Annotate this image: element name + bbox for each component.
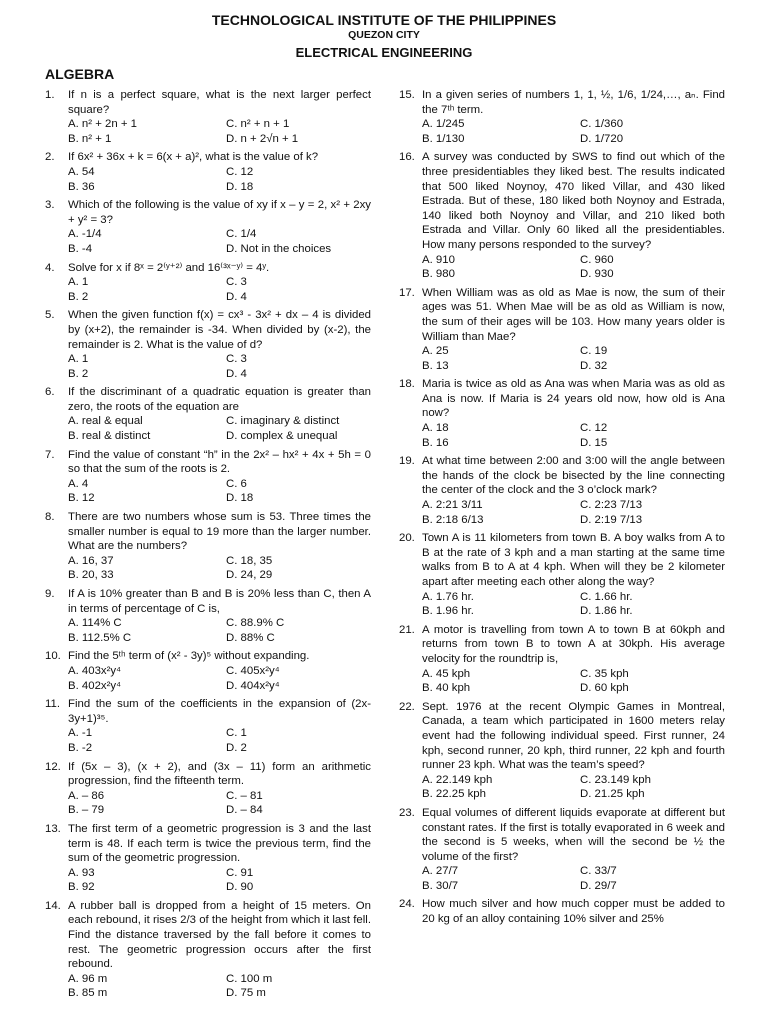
answer-choice: B. 85 m xyxy=(68,987,108,1000)
question-text: If the discriminant of a quadratic equation is greater than zero, the roots of the equation are xyxy=(68,386,371,413)
question-number: 24. xyxy=(399,898,415,911)
question-item xyxy=(399,286,725,374)
answer-choice: B. 13 xyxy=(422,359,449,372)
question-number: 14. xyxy=(45,899,61,912)
answer-choices xyxy=(422,421,725,450)
answer-choice: B. 30/7 xyxy=(422,879,459,892)
answer-choice: A. real & equal xyxy=(68,415,143,428)
answer-choices xyxy=(68,616,371,645)
question-text: Which of the following is the value of xy if x – y = 2, x² + 2xy + y² = 3? xyxy=(68,199,371,226)
question-text: If n is a perfect square, what is the next larger perfect square? xyxy=(68,89,371,116)
question-number: 5. xyxy=(45,309,55,322)
question-number: 10. xyxy=(45,650,61,663)
answer-choice: D. 90 xyxy=(226,881,254,894)
answer-choices xyxy=(68,165,371,194)
answer-choice: C. 3 xyxy=(226,276,247,289)
question-item xyxy=(45,760,371,818)
answer-choice: B. 112.5% C xyxy=(68,631,132,644)
question-number: 20. xyxy=(399,532,415,545)
question-text: The first term of a geometric progression is 3 and the last term is 48. If each term is twice the previous term, find the sum of the geometric progression. xyxy=(68,822,371,865)
answer-choices xyxy=(68,352,371,381)
question-text: Sept. 1976 at the recent Olympic Games in Montreal, Canada, a team which participated in 1600 meters relay event had the following individual speed. First runner, 24 kph, second runner, 20 kph, third runner, 22 kph and fourth runner 23 kph. What was the team’s speed? xyxy=(422,700,725,772)
answer-choice: C. 33/7 xyxy=(580,865,617,878)
answer-choices xyxy=(68,866,371,895)
answer-choice: D. 2:19 7/13 xyxy=(580,513,643,526)
answer-choices xyxy=(68,477,371,506)
answer-choice: D. 29/7 xyxy=(580,879,617,892)
question-item xyxy=(45,88,371,146)
answer-choice: D. 1.86 hr. xyxy=(580,605,633,618)
question-number: 17. xyxy=(399,286,415,299)
answer-choices xyxy=(422,253,725,282)
answer-choice: A. n² + 2n + 1 xyxy=(68,118,138,131)
question-number: 7. xyxy=(45,448,55,461)
question-number: 11. xyxy=(45,698,60,711)
question-text: If (5x – 3), (x + 2), and (3x – 11) form an arithmetic progression, find the fifteenth term. xyxy=(68,760,371,788)
answer-choice: A. 1/245 xyxy=(422,118,465,131)
answer-choice: B. 36 xyxy=(68,180,95,193)
question-item xyxy=(45,649,371,693)
answer-choice: B. 402x²y⁴ xyxy=(68,679,122,692)
answer-choice: A. 54 xyxy=(68,165,95,178)
answer-choices xyxy=(68,664,371,693)
right-column xyxy=(399,88,725,931)
answer-choice: D. 88% C xyxy=(226,631,275,644)
answer-choice: D. 18 xyxy=(226,180,254,193)
question-item xyxy=(399,897,725,926)
question-item xyxy=(399,454,725,527)
answer-choices xyxy=(422,590,725,619)
question-item xyxy=(45,150,371,194)
answer-choice: D. 60 kph xyxy=(580,682,629,695)
question-item xyxy=(45,510,371,583)
department-title: ELECTRICAL ENGINEERING xyxy=(295,45,473,60)
question-number: 8. xyxy=(45,511,55,524)
answer-choice: B. -2 xyxy=(68,741,93,754)
question-number: 18. xyxy=(399,378,415,391)
question-item xyxy=(45,198,371,256)
answer-choice: D. 15 xyxy=(580,436,608,449)
answer-choice: B. – 79 xyxy=(68,804,105,817)
answer-choice: B. 92 xyxy=(68,881,95,894)
answer-choice: B. 980 xyxy=(422,268,455,281)
answer-choice: D. n + 2√n + 1 xyxy=(226,132,299,145)
answer-choice: B. 12 xyxy=(68,492,95,505)
answer-choice: D. complex & unequal xyxy=(226,430,338,443)
question-text: Find the 5ᵗʰ term of (x² - 3y)⁵ without expanding. xyxy=(68,650,310,663)
answer-choice: B. n² + 1 xyxy=(68,132,112,145)
answer-choice: A. 1 xyxy=(68,353,89,366)
answer-choice: A. -1/4 xyxy=(68,228,102,241)
answer-choice: A. 910 xyxy=(422,253,455,266)
question-text: If 6x² + 36x + k = 6(x + a)², what is the value of k? xyxy=(68,151,319,164)
answer-choice: C. 88.9% C xyxy=(226,617,285,630)
answer-choice: D. 32 xyxy=(580,359,608,372)
answer-choice: A. 2:21 3/11 xyxy=(422,499,483,512)
question-number: 19. xyxy=(399,455,415,468)
question-text: A rubber ball is dropped from a height of 15 meters. On each rebound, it rises 2/3 of the height from which it last fell. Find the distance traversed by the fall before it comes to rest. The geometric progression occurs after the first rebound. xyxy=(68,899,371,971)
answer-choice: B. 40 kph xyxy=(422,682,471,695)
answer-choice: B. 1.96 hr. xyxy=(422,605,474,618)
question-item xyxy=(399,700,725,802)
answer-choice: A. 18 xyxy=(422,422,449,435)
question-number: 6. xyxy=(45,386,55,399)
question-number: 16. xyxy=(399,151,415,164)
answer-choice: C. 3 xyxy=(226,353,247,366)
answer-choice: D. 24, 29 xyxy=(226,569,273,582)
question-text: At what time between 2:00 and 3:00 will the angle between the hands of the clock be bisected by the line connecting the center of the clock and the 3 o’clock mark? xyxy=(422,455,725,497)
question-item xyxy=(45,261,371,305)
answer-choices xyxy=(68,972,371,1001)
question-item xyxy=(399,806,725,894)
answer-choice: C. 1.66 hr. xyxy=(580,590,633,603)
answer-choice: C. 35 kph xyxy=(580,667,629,680)
answer-choices xyxy=(422,344,725,373)
question-item xyxy=(45,308,371,381)
question-text: There are two numbers whose sum is 53. Three times the smaller number is equal to 19 more than the larger number. What are the numbers? xyxy=(68,511,371,553)
question-text: When William was as old as Mae is now, the sum of their ages was 51. When Mae will be as old as William is now, the sum of their ages will be 103. How many years older is William than Mae? xyxy=(422,286,725,343)
answer-choice: C. 100 m xyxy=(226,972,273,985)
answer-choice: A. 16, 37 xyxy=(68,554,114,567)
answer-choices xyxy=(422,864,725,893)
answer-choice: A. 1 xyxy=(68,276,89,289)
answer-choice: A. 25 xyxy=(422,345,449,358)
answer-choice: A. 45 kph xyxy=(422,667,471,680)
question-item xyxy=(399,377,725,450)
answer-choices xyxy=(68,227,371,256)
answer-choice: D. 21.25 kph xyxy=(580,788,645,801)
question-text: A survey was conducted by SWS to find out which of the three presidentiables they liked best. The results indicated that 500 liked Noynoy, 470 liked Villar, and 430 liked Estrada. But of these, 180 liked both Noynoy and Estrada, 140 liked both Noynoy and Villar, and 210 liked both Estrada and Villar. Only 60 liked all the presidentiables. How many persons responded to the survey? xyxy=(422,151,725,251)
answer-choice: B. 20, 33 xyxy=(68,569,114,582)
answer-choice: A. 27/7 xyxy=(422,865,459,878)
question-number: 4. xyxy=(45,261,55,274)
answer-choice: C. 19 xyxy=(580,345,608,358)
answer-choice: C. imaginary & distinct xyxy=(226,415,340,428)
answer-choice: A. 114% C xyxy=(68,617,122,630)
question-text: Find the sum of the coefficients in the expansion of (2x-3y+1)³⁵. xyxy=(68,698,371,725)
question-item xyxy=(399,88,725,146)
answer-choice: C. 18, 35 xyxy=(226,554,273,567)
answer-choice: C. 91 xyxy=(226,866,254,879)
answer-choice: D. 18 xyxy=(226,492,254,505)
answer-choice: A. – 86 xyxy=(68,789,105,802)
answer-choices xyxy=(422,498,725,527)
answer-choice: A. 22.149 kph xyxy=(422,773,493,786)
question-number: 9. xyxy=(45,588,55,600)
answer-choice: B. -4 xyxy=(68,242,93,255)
answer-choice: D. – 84 xyxy=(226,804,263,817)
answer-choice: C. 960 xyxy=(580,253,614,266)
question-item xyxy=(45,448,371,506)
section-title: ALGEBRA xyxy=(45,66,115,82)
question-number: 13. xyxy=(45,822,61,835)
question-item xyxy=(399,531,725,619)
answer-choice: A. -1 xyxy=(68,727,93,740)
answer-choice: C. 1/360 xyxy=(580,118,624,131)
answer-choice: C. 6 xyxy=(226,477,247,490)
institution-title: TECHNOLOGICAL INSTITUTE OF THE PHILIPPINES xyxy=(211,12,557,28)
question-item xyxy=(45,385,371,443)
question-text: Solve for x if 8ˣ = 2⁽ʸ⁺²⁾ and 16⁽³ˣ⁻ʸ⁾ = 4ʸ. xyxy=(68,261,270,274)
answer-choice: B. 2 xyxy=(68,367,89,380)
city-subtitle: QUEZON CITY xyxy=(348,29,420,41)
question-item xyxy=(45,822,371,895)
question-text: If A is 10% greater than B and B is 20% less than C, then A in terms of percentage of C is, xyxy=(68,588,371,615)
left-column xyxy=(45,88,371,1005)
question-number: 2. xyxy=(45,151,55,164)
question-text: Maria is twice as old as Ana was when Maria was as old as Ana is now. If Maria is 24 years old now, how old is Ana now? xyxy=(422,378,725,420)
answer-choice: C. – 81 xyxy=(226,789,263,802)
question-text: A motor is travelling from town A to town B at 60kph and returns from town B to town A at 30kph. His average velocity for the roundtrip is, xyxy=(422,623,725,665)
answer-choice: C. 405x²y⁴ xyxy=(226,664,280,677)
answer-choices xyxy=(68,275,371,304)
question-number: 12. xyxy=(45,760,61,773)
answer-choice: A. 403x²y⁴ xyxy=(68,664,122,677)
question-number: 3. xyxy=(45,199,55,212)
question-item xyxy=(45,899,371,1001)
answer-choices xyxy=(422,773,725,802)
answer-choices xyxy=(68,789,371,818)
answer-choice: B. 22.25 kph xyxy=(422,788,486,801)
answer-choice: C. 12 xyxy=(580,422,608,435)
answer-choice: C. 12 xyxy=(226,165,254,178)
answer-choice: D. 930 xyxy=(580,268,614,281)
answer-choice: C. 1 xyxy=(226,727,247,740)
answer-choice: B. 1/130 xyxy=(422,132,465,145)
answer-choice: D. Not in the choices xyxy=(226,242,332,255)
question-number: 1. xyxy=(45,89,55,101)
answer-choice: C. 2:23 7/13 xyxy=(580,499,643,512)
question-text: When the given function f(x) = cx³ - 3x² + dx – 4 is divided by (x+2), the remainder is -34. When divided by (x-2), the remainder is 2. What is the value of d? xyxy=(68,309,371,351)
answer-choice: B. 16 xyxy=(422,436,449,449)
answer-choice: C. 1/4 xyxy=(226,228,257,241)
question-text: How much silver and how much copper must be added to 20 kg of an alloy containing 10% silver and 25% xyxy=(422,898,725,926)
answer-choice: A. 96 m xyxy=(68,972,108,985)
question-text: Equal volumes of different liquids evaporate at different but constant rates. If the first is totally evaporated in 6 week and the second is 5 weeks, when will the second be ½ the volume of the first? xyxy=(422,806,725,863)
answer-choice: D. 2 xyxy=(226,741,247,754)
question-item xyxy=(399,623,725,696)
question-number: 22. xyxy=(399,700,415,713)
answer-choice: B. 2 xyxy=(68,290,89,303)
question-number: 23. xyxy=(399,806,415,819)
question-number: 15. xyxy=(399,89,415,101)
answer-choices xyxy=(68,414,371,443)
question-item xyxy=(45,697,371,755)
answer-choice: D. 4 xyxy=(226,290,247,303)
answer-choice: B. 2:18 6/13 xyxy=(422,513,484,526)
answer-choice: D. 75 m xyxy=(226,987,266,1000)
answer-choices xyxy=(68,117,371,146)
answer-choice: A. 1.76 hr. xyxy=(422,590,474,603)
question-text: In a given series of numbers 1, 1, ½, 1/6, 1/24,…, aₙ. Find the 7ᵗʰ term. xyxy=(422,89,725,116)
answer-choice: C. 23.149 kph xyxy=(580,773,651,786)
answer-choice: A. 4 xyxy=(68,477,89,490)
answer-choice: A. 93 xyxy=(68,866,95,879)
question-text: Town A is 11 kilometers from town B. A boy walks from A to B at the rate of 3 kph and a man starting at the same time walks from B to A at 4 kph. When will they be 2 kilometer apart after meeting each other along the way? xyxy=(422,532,725,588)
answer-choices xyxy=(422,667,725,696)
answer-choice: C. n² + n + 1 xyxy=(226,118,290,131)
answer-choices xyxy=(68,554,371,583)
answer-choice: D. 404x²y⁴ xyxy=(226,679,280,692)
question-number: 21. xyxy=(399,623,415,636)
question-text: Find the value of constant “h” in the 2x² – hx² + 4x + 5h = 0 so that the sum of the roots is 2. xyxy=(68,448,371,476)
question-item xyxy=(399,150,725,281)
answer-choice: D. 4 xyxy=(226,367,247,380)
answer-choice: D. 1/720 xyxy=(580,132,624,145)
answer-choice: B. real & distinct xyxy=(68,430,151,443)
question-item xyxy=(45,587,371,645)
answer-choices xyxy=(68,726,371,755)
answer-choices xyxy=(422,117,725,146)
